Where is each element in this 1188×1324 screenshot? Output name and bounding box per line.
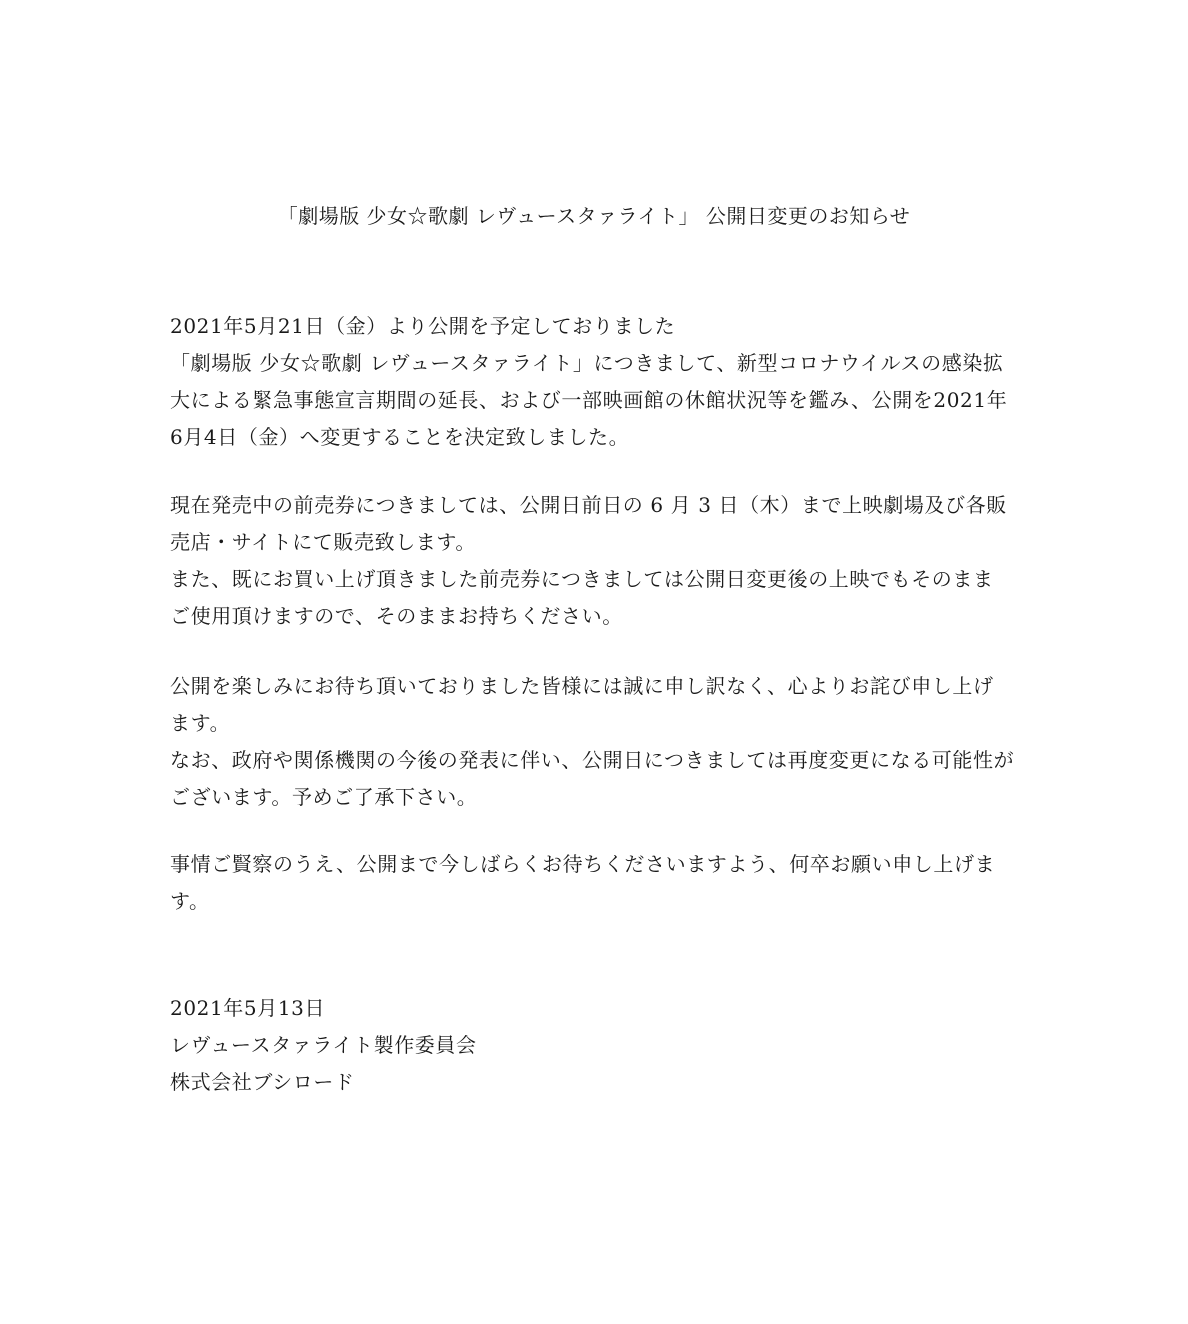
paragraph-line: 公開を楽しみにお待ち頂いておりました皆様には誠に申し訳なく、心よりお詫び申し上げ <box>170 674 994 698</box>
paragraph-line: 現在発売中の前売券につきましては、公開日前日の 6 月 3 日（木）まで上映劇場及び各販 <box>170 493 1007 517</box>
paragraph-release-change <box>170 308 1030 456</box>
paragraph-line: ご使用頂けますので、そのままお持ちください。 <box>170 604 623 628</box>
signature-committee: レヴュースタァライト製作委員会 <box>170 1033 477 1057</box>
paragraph-line: 売店・サイトにて販売致します。 <box>170 530 476 554</box>
paragraph-closing <box>170 846 1030 920</box>
paragraph-line: ございます。予めご了承下さい。 <box>170 785 478 809</box>
signature-date: 2021年5月13日 <box>170 996 326 1020</box>
signature-block <box>170 990 1030 1101</box>
paragraph-advance-tickets <box>170 487 1030 635</box>
signature-company: 株式会社ブシロード <box>170 1070 355 1094</box>
paragraph-line: す。 <box>170 889 210 913</box>
paragraph-line: 「劇場版 少女☆歌劇 レヴュースタァライト」につきまして、新型コロナウイルスの感染拡 <box>170 351 1004 375</box>
paragraph-line: なお、政府や関係機関の今後の発表に伴い、公開日につきましては再度変更になる可能性が <box>170 748 1015 772</box>
paragraph-line: また、既にお買い上げ頂きました前売券につきましては公開日変更後の上映でもそのまま <box>170 567 994 591</box>
document-title: 「劇場版 少女☆歌劇 レヴュースタァライト」 公開日変更のお知らせ <box>277 204 911 228</box>
paragraph-line: ます。 <box>170 711 231 735</box>
paragraph-line: 2021年5月21日（金）より公開を予定しておりました <box>170 314 676 338</box>
paragraph-line: 事情ご賢察のうえ、公開まで今しばらくお待ちくださいますよう、何卒お願い申し上げま <box>170 852 996 876</box>
paragraph-apology <box>170 668 1030 816</box>
paragraph-line: 6月4日（金）へ変更することを決定致しました。 <box>170 425 630 449</box>
paragraph-line: 大による緊急事態宣言期間の延長、および一部映画館の休館状況等を鑑み、公開を2021年 <box>170 388 1008 412</box>
